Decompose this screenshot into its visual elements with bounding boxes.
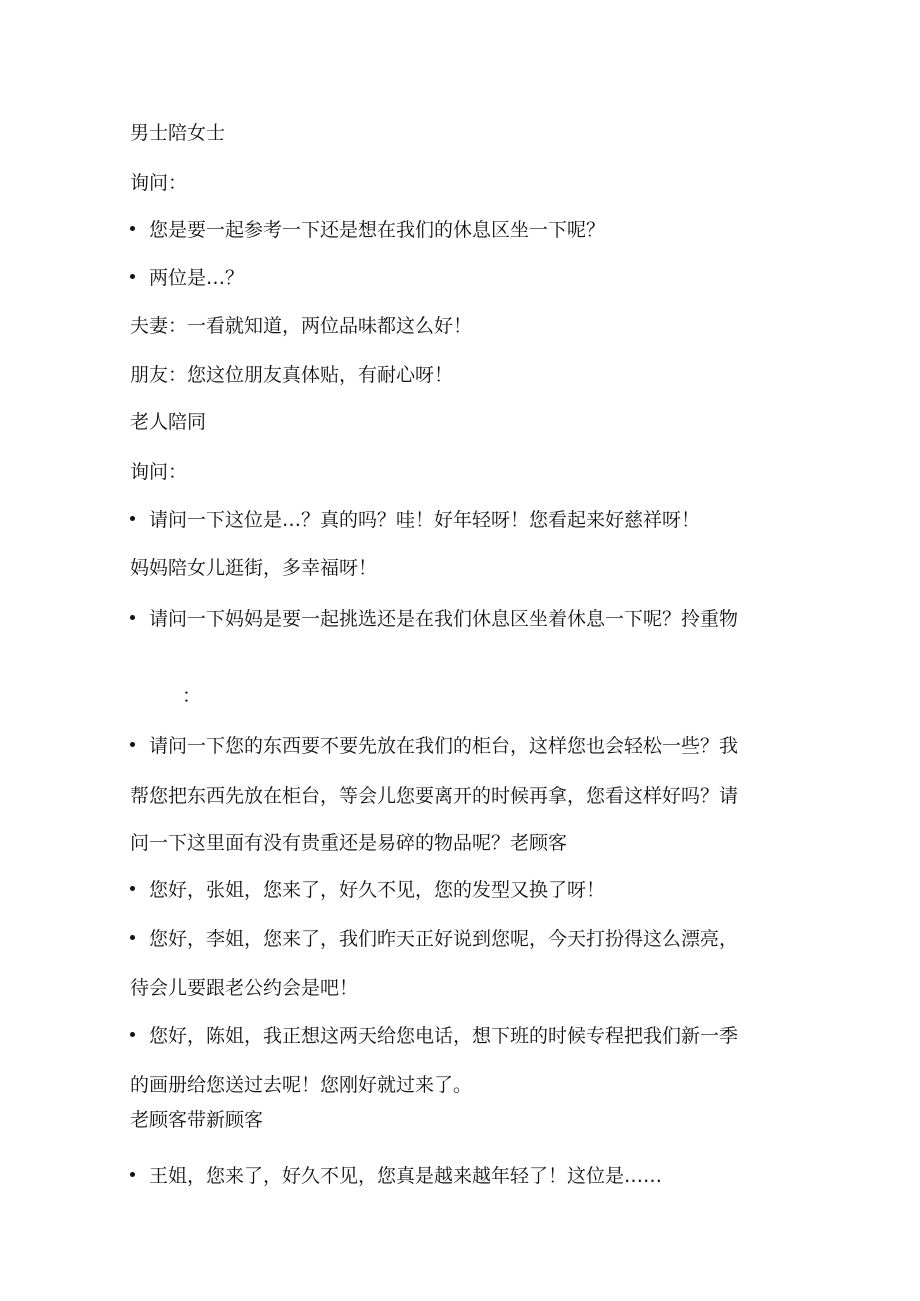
ask-label: 询问： (130, 172, 188, 194)
list-item (130, 217, 605, 243)
bullet-dot-icon (130, 742, 135, 747)
list-item-text: 王姐，您来了，好久不见，您真是越来越年轻了！这位是…… (149, 1165, 663, 1187)
section-heading-old-with-new: 老顾客带新顾客 (130, 1109, 264, 1131)
list-item-continuation: 帮您把东西先放在柜台，等会儿您要离开的时候再拿，您看这样好吗？请 (130, 785, 739, 807)
list-item-continuation: 问一下这里面有没有贵重还是易碎的物品呢？老顾客 (130, 832, 568, 854)
list-item-text: 您是要一起参考一下还是想在我们的休息区坐一下呢？ (149, 219, 606, 241)
list-item-text: 您好，张姐，您来了，好久不见，您的发型又换了呀！ (149, 879, 606, 901)
section-heading-man-with-woman: 男士陪女士 (130, 122, 226, 144)
list-item-text: 您好，李姐，您来了，我们昨天正好说到您呢，今天打扮得这么漂亮， (149, 928, 739, 950)
bullet-dot-icon (130, 935, 135, 940)
friend-response: 朋友：您这位朋友真体贴，有耐心呀！ (130, 364, 454, 386)
list-item (130, 1163, 662, 1189)
bullet-dot-icon (130, 886, 135, 891)
mother-daughter-line: 妈妈陪女儿逛街，多幸福呀！ (130, 557, 378, 579)
bullet-dot-icon (130, 274, 135, 279)
couple-response: 夫妻：一看就知道，两位品味都这么好！ (130, 315, 473, 337)
list-item-continuation: 的画册给您送过去呢！您刚好就过来了。 (130, 1074, 473, 1096)
bullet-dot-icon (130, 516, 135, 521)
list-item (130, 877, 605, 903)
list-item (130, 733, 738, 759)
list-item-text: 请问一下这位是…？真的吗？哇！好年轻呀！您看起来好慈祥呀！ (149, 509, 701, 531)
list-item-continuation: 待会儿要跟老公约会是吧！ (130, 977, 359, 999)
list-item (130, 926, 738, 952)
bullet-dot-icon (130, 1172, 135, 1177)
list-item (130, 606, 738, 632)
list-item-text: 两位是…？ (149, 267, 245, 289)
bullet-dot-icon (130, 226, 135, 231)
bullet-dot-icon (130, 615, 135, 620)
list-item (130, 1023, 738, 1049)
list-item-text: 您好，陈姐，我正想这两天给您电话，想下班的时候专程把我们新一季 (149, 1025, 739, 1047)
list-item (130, 507, 700, 533)
colon-fragment: ： (182, 685, 202, 707)
bullet-dot-icon (130, 1032, 135, 1037)
section-heading-elderly: 老人陪同 (130, 411, 207, 433)
ask-label: 询问： (130, 461, 188, 483)
list-item-text: 请问一下妈妈是要一起挑选还是在我们休息区坐着休息一下呢？拎重物 (149, 608, 739, 630)
list-item-text: 请问一下您的东西要不要先放在我们的柜台，这样您也会轻松一些？我 (149, 735, 739, 757)
list-item (130, 265, 244, 291)
